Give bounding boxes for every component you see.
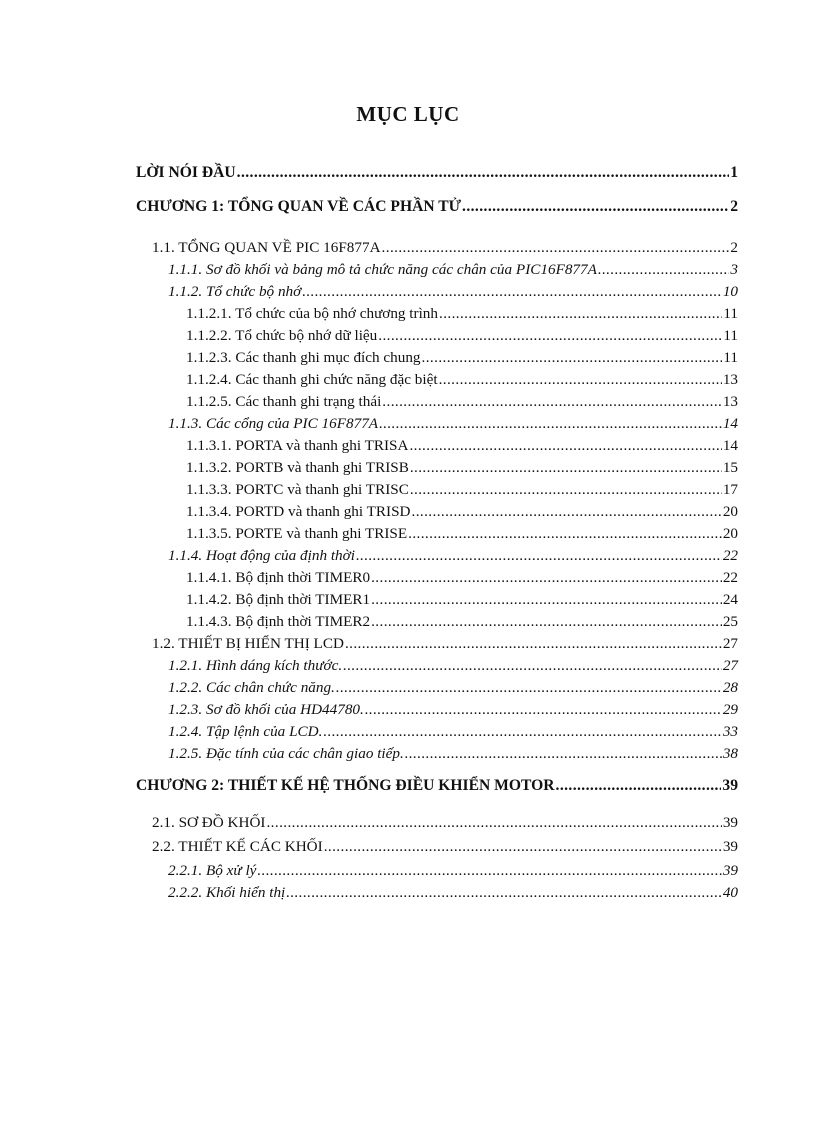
toc-entry-page: 20 [722,503,738,520]
toc-leader-dots [371,591,722,609]
toc-entry-page: 38 [722,745,738,762]
toc-leader-dots [410,459,722,477]
toc-entry[interactable] [136,349,738,371]
page-title: MỤC LỤC [356,102,460,126]
toc-entry[interactable] [136,283,738,305]
toc-entry-text: 1.1.2.3. Các thanh ghi mục đích chung [186,349,421,366]
toc-entry[interactable] [136,657,738,679]
toc-entry-page: 1 [730,164,738,181]
toc-leader-dots [365,701,722,719]
toc-entry-page: 25 [722,613,738,630]
toc-entry[interactable] [136,198,738,232]
toc-entry-text: 1.2. THIẾT BỊ HIỂN THỊ LCD [152,635,344,652]
toc-entry[interactable] [136,415,738,437]
toc-entry-text: 1.1.2. Tổ chức bộ nhớ [168,283,302,300]
toc-entry-text: 1.1.2.1. Tổ chức của bộ nhớ chương trình [186,305,438,322]
toc-entry-text: LỜI NÓI ĐẦU [136,164,236,181]
toc-entry[interactable] [136,838,738,862]
toc-entry[interactable] [136,371,738,393]
toc-entry-text: 1.2.5. Đặc tính của các chân giao tiếp. [168,745,404,762]
toc-leader-dots [324,838,722,856]
toc-entry-text: 1.2.3. Sơ đồ khối của HD44780. [168,701,364,718]
toc-entry-page: 27 [722,657,738,674]
toc-entry-page: 24 [722,591,738,608]
toc-leader-dots [382,393,722,411]
toc-entry-text: 1.1.4.2. Bộ định thời TIMER1 [186,591,371,608]
toc-entry[interactable] [136,327,738,349]
toc-entry-text: 1.1.4.1. Bộ định thời TIMER0 [186,569,371,586]
toc-leader-dots [405,745,722,763]
toc-entry[interactable] [136,459,738,481]
toc-entry-page: 39 [722,838,738,855]
toc-entry-page: 14 [722,415,738,432]
toc-entry[interactable] [136,745,738,767]
toc-entry-text: 2.2.1. Bộ xử lý [168,862,257,879]
toc-leader-dots [379,415,722,433]
toc-entry-page: 29 [722,701,738,718]
toc-leader-dots [371,569,722,587]
toc-entry[interactable] [136,503,738,525]
toc-leader-dots [286,884,722,902]
toc-entry-text: 1.1.3. Các cổng của PIC 16F877A [168,415,379,432]
toc-entry-page: 15 [722,459,738,476]
toc-entry-page: 2 [730,239,738,256]
toc-entry-page: 20 [722,525,738,542]
toc-entry-text: 1.2.2. Các chân chức năng. [168,679,335,696]
toc-leader-dots [266,814,721,832]
toc-entry-text: CHƯƠNG 2: THIẾT KẾ HỆ THỐNG ĐIỀU KHIỂN MOTOR [136,777,555,794]
toc-entry-text: 1.1.2.4. Các thanh ghi chức năng đặc biệt [186,371,438,388]
toc-entry-text: 1.1.4.3. Bộ định thời TIMER2 [186,613,371,630]
toc-entry[interactable] [136,547,738,569]
toc-leader-dots [556,777,722,795]
toc-entry-text: 1.1.3.4. PORTD và thanh ghi TRISD [186,503,411,520]
toc-entry[interactable] [136,701,738,723]
toc-leader-dots [598,261,730,279]
toc-entry[interactable] [136,481,738,503]
toc-entry-text: 1.1.3.1. PORTA và thanh ghi TRISA [186,437,409,454]
toc-entry-text: 1.1.4. Hoạt động của định thời [168,547,355,564]
toc-leader-dots [409,437,721,455]
toc-entry-text: 1.1. TỔNG QUAN VỀ PIC 16F877A [152,239,381,256]
toc-leader-dots [257,862,721,880]
toc-entry[interactable] [136,884,738,906]
toc-entry[interactable] [136,862,738,884]
toc-leader-dots [439,371,722,389]
toc-leader-dots [422,349,723,367]
toc-entry[interactable] [136,164,738,198]
toc-leader-dots [439,305,722,323]
toc-entry-text: 1.2.1. Hình dáng kích thước. [168,657,343,674]
toc-entry-text: 2.2.2. Khối hiển thị [168,884,286,901]
toc-entry[interactable] [136,679,738,701]
toc-entry-page: 11 [723,349,738,366]
toc-entry-page: 14 [722,437,738,454]
toc-entry[interactable] [136,261,738,283]
toc-leader-dots [237,164,730,182]
toc-entry-page: 11 [723,327,738,344]
toc-entry-text: 1.1.1. Sơ đồ khối và bảng mô tả chức năng các chân của PIC16F877A [168,261,597,278]
toc-entry[interactable] [136,437,738,459]
toc-leader-dots [336,679,722,697]
toc-leader-dots [462,198,729,216]
toc-entry-page: 39 [722,814,738,831]
toc-entry-text: 2.1. SƠ ĐỒ KHỐI [152,814,266,831]
toc-entry-text: 1.1.2.2. Tổ chức bộ nhớ dữ liệu [186,327,378,344]
table-of-contents [136,164,738,906]
toc-leader-dots [356,547,722,565]
toc-leader-dots [378,327,722,345]
toc-entry-page: 39 [722,862,738,879]
toc-leader-dots [410,481,722,499]
toc-entry-page: 33 [722,723,738,740]
toc-entry-page: 28 [722,679,738,696]
toc-entry-page: 39 [722,777,738,794]
toc-entry[interactable] [136,525,738,547]
toc-entry-text: 1.1.3.2. PORTB và thanh ghi TRISB [186,459,409,476]
toc-leader-dots [323,723,721,741]
toc-entry[interactable] [136,723,738,745]
toc-leader-dots [408,525,722,543]
toc-entry-page: 22 [722,569,738,586]
toc-entry-text: CHƯƠNG 1: TỔNG QUAN VỀ CÁC PHẦN TỬ [136,198,462,215]
toc-leader-dots [371,613,722,631]
toc-entry[interactable] [136,393,738,415]
toc-entry-text: 1.1.3.3. PORTC và thanh ghi TRISC [186,481,409,498]
toc-leader-dots [412,503,722,521]
toc-entry-page: 13 [722,393,738,410]
toc-entry-page: 10 [722,283,738,300]
toc-entry[interactable] [136,635,738,657]
toc-entry[interactable] [136,239,738,261]
toc-entry-text: 1.1.3.5. PORTE và thanh ghi TRISE [186,525,408,542]
toc-leader-dots [345,635,722,653]
toc-entry-page: 22 [722,547,738,564]
toc-entry[interactable] [136,814,738,838]
toc-leader-dots [343,657,722,675]
toc-entry[interactable] [136,613,738,635]
toc-leader-dots [382,239,730,257]
toc-entry-page: 13 [722,371,738,388]
toc-entry[interactable] [136,591,738,613]
toc-entry-page: 3 [730,261,738,278]
toc-entry[interactable] [136,305,738,327]
toc-entry[interactable] [136,777,738,811]
toc-entry-page: 17 [722,481,738,498]
toc-entry-page: 11 [723,305,738,322]
toc-entry-page: 40 [722,884,738,901]
toc-entry-page: 27 [722,635,738,652]
toc-entry-text: 1.1.2.5. Các thanh ghi trạng thái [186,393,382,410]
toc-entry[interactable] [136,569,738,591]
toc-entry-text: 2.2. THIẾT KẾ CÁC KHỐI [152,838,323,855]
toc-leader-dots [302,283,722,301]
toc-entry-text: 1.2.4. Tập lệnh của LCD. [168,723,323,740]
toc-entry-page: 2 [730,198,738,215]
